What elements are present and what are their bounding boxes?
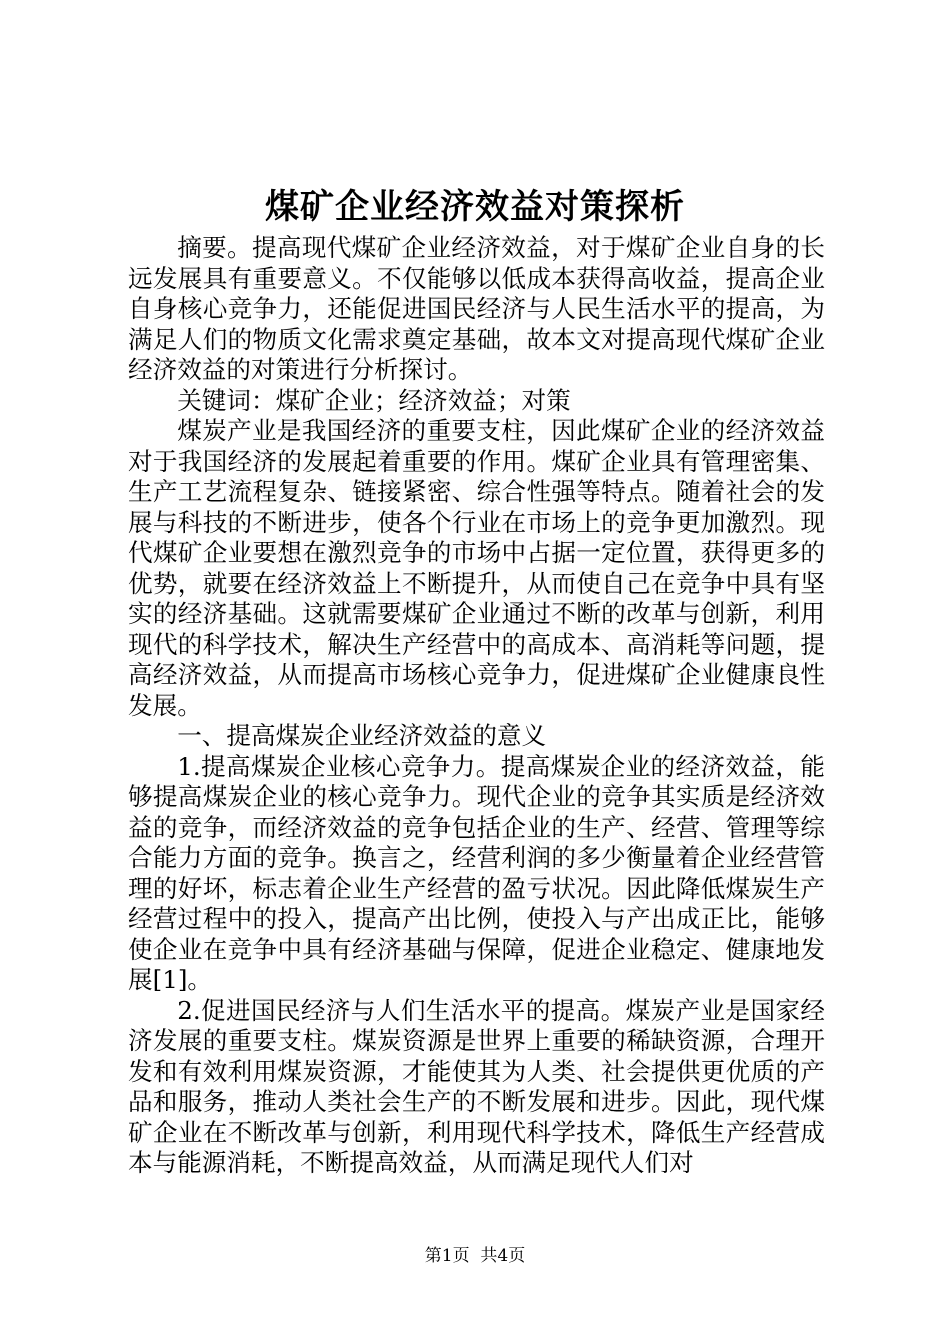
page-footer — [0, 1244, 950, 1268]
keywords-paragraph: 关键词：煤矿企业；经济效益；对策 — [177, 385, 571, 415]
body-paragraph: 1.提高煤炭企业核心竞争力。提高煤炭企业的经济效益，能够提高煤炭企业的核心竞争力。现代企业的竞争其实质是经济效益的竞争，而经济效益的竞争包括企业的生产、经营、管理等综合能力方面的竞争。换言之，经营利润的多少衡量着企业经营管理的好坏，标志着企业生产经营的盈亏状况。因此降低煤炭生产经营过程中的投入，提高产出比例，使投入与产出成正比，能够使企业在竞争中具有经济基础与保障，促进企业稳定、健康地发展[1]。 — [128, 751, 825, 994]
document-title: 煤矿企业经济效益对策探析 — [265, 187, 685, 227]
section-heading: 一、提高煤炭企业经济效益的意义 — [177, 721, 547, 750]
page-number-current: 第1页 — [424, 1246, 470, 1266]
body-paragraph: 2.促进国民经济与人们生活水平的提高。煤炭产业是国家经济发展的重要支柱。煤炭资源是世界上重要的稀缺资源，合理开发和有效利用煤炭资源，才能使其为人类、社会提供更优质的产品和服务，推动人类社会生产的不断发展和进步。因此，现代煤矿企业在不断改革与创新，利用现代科学技术，降低生产经营成本与能源消耗，不断提高效益，从而满足现代人们对 — [128, 995, 825, 1177]
intro-paragraph: 煤炭产业是我国经济的重要支柱，因此煤矿企业的经济效益对于我国经济的发展起着重要的作用。煤矿企业具有管理密集、生产工艺流程复杂、链接紧密、综合性强等特点。随着社会的发展与科技的不断进步，使各个行业在市场上的竞争更加激烈。现代煤矿企业要想在激烈竞争的市场中占据一定位置，获得更多的优势，就要在经济效益上不断提升，从而使自己在竞争中具有坚实的经济基础。这就需要煤矿企业通过不断的改革与创新，利用现代的科学技术，解决生产经营中的高成本、高消耗等问题，提高经济效益，从而提高市场核心竞争力，促进煤矿企业健康良性发展。 — [128, 416, 825, 720]
page-number-total: 共4页 — [480, 1246, 526, 1266]
footer-separator — [470, 1246, 481, 1266]
document-body — [128, 233, 825, 1179]
abstract-paragraph: 摘要。提高现代煤矿企业经济效益，对于煤矿企业自身的长远发展具有重要意义。不仅能够以低成本获得高收益，提高企业自身核心竞争力，还能促进国民经济与人民生活水平的提高，为满足人们的物质文化需求奠定基础，故本文对提高现代煤矿企业经济效益的对策进行分析探讨。 — [128, 233, 825, 384]
